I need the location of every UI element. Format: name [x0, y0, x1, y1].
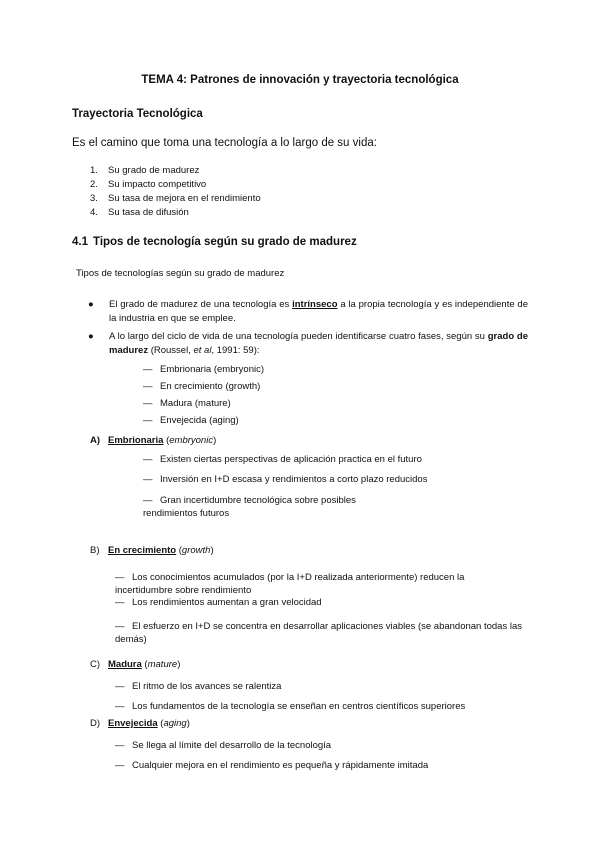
section-a-item: — Gran incertidumbre tecnológica sobre posibles rendimientos futuros — [143, 495, 356, 519]
intro-text: Es el camino que toma una tecnología a lo largo de su vida: — [72, 137, 377, 149]
bullet-text: El grado de madurez de una tecnología es intrínseco a la propia tecnología y es independiente de la industria en que se emplee. — [109, 299, 528, 324]
phase-item: — Embrionaria (embryonic) — [143, 364, 265, 375]
dash-icon: — — [115, 681, 125, 692]
section-b-item: — El esfuerzo en I+D se concentra en desarrollar aplicaciones viables (se abandonan todas las demás) — [115, 621, 522, 645]
section-c-item: — El ritmo de los avances se ralentiza — [115, 681, 282, 692]
bullet-text: A lo largo del ciclo de vida de una tecnología pueden identificarse cuatro fases, según su grado de madurez (Roussel, et al, 1991: 59): — [109, 331, 528, 356]
dash-icon: — — [143, 415, 153, 426]
document-title: TEMA 4: Patrones de innovación y trayectoria tecnológica — [141, 74, 459, 86]
list-item: 2. Su impacto competitivo — [90, 179, 207, 190]
dash-icon: — — [143, 454, 153, 465]
bullet-paragraph — [88, 330, 528, 358]
subtitle: Tipos de tecnologías según su grado de madurez — [76, 268, 285, 279]
section-d-heading: D) Envejecida (aging) — [90, 718, 190, 729]
section-d-item: — Cualquier mejora en el rendimiento es pequeña y rápidamente imitada — [115, 760, 429, 771]
dash-icon: — — [143, 398, 153, 409]
section-b-item: — Los rendimientos aumentan a gran velocidad — [115, 597, 322, 608]
section-heading: Trayectoria Tecnológica — [72, 108, 203, 120]
section-c-item: — Los fundamentos de la tecnología se enseñan en centros científicos superiores — [115, 701, 466, 712]
section-a-item: — Existen ciertas perspectivas de aplicación practica en el futuro — [143, 454, 422, 465]
dash-icon: — — [115, 701, 125, 712]
section-a-heading: A) Embrionaria (embryonic) — [90, 435, 217, 446]
list-item: 1. Su grado de madurez — [90, 165, 200, 176]
dash-icon: — — [143, 495, 153, 506]
subsection-number: 4.1 — [72, 236, 88, 248]
dash-icon: — — [115, 572, 125, 583]
dash-icon: — — [115, 760, 125, 771]
dash-icon: — — [115, 740, 125, 751]
subsection-heading — [72, 236, 357, 248]
section-b-heading: B) En crecimiento (growth) — [90, 545, 214, 556]
dash-icon: — — [115, 597, 125, 608]
phase-item: — Envejecida (aging) — [143, 415, 239, 426]
dash-icon: — — [143, 364, 153, 375]
list-item: 3. Su tasa de mejora en el rendimiento — [90, 193, 261, 204]
list-item: 4. Su tasa de difusión — [90, 207, 189, 218]
section-b-item: — Los conocimientos acumulados (por la I+D realizada anteriormente) reducen la incertidumbre sobre rendimiento — [115, 572, 465, 596]
dash-icon: — — [115, 621, 125, 632]
subsection-title: Tipos de tecnología según su grado de madurez — [93, 236, 357, 248]
section-a-item: — Inversión en I+D escasa y rendimientos a corto plazo reducidos — [143, 474, 428, 485]
bullet-icon: ● — [88, 299, 94, 310]
bullet-icon: ● — [88, 331, 94, 342]
bullet-paragraph — [88, 298, 528, 326]
phase-item: — En crecimiento (growth) — [143, 381, 261, 392]
dash-icon: — — [143, 381, 153, 392]
phase-item: — Madura (mature) — [143, 398, 231, 409]
section-c-heading: C) Madura (mature) — [90, 659, 181, 670]
section-d-item: — Se llega al límite del desarrollo de la tecnología — [115, 740, 332, 751]
dash-icon: — — [143, 474, 153, 485]
